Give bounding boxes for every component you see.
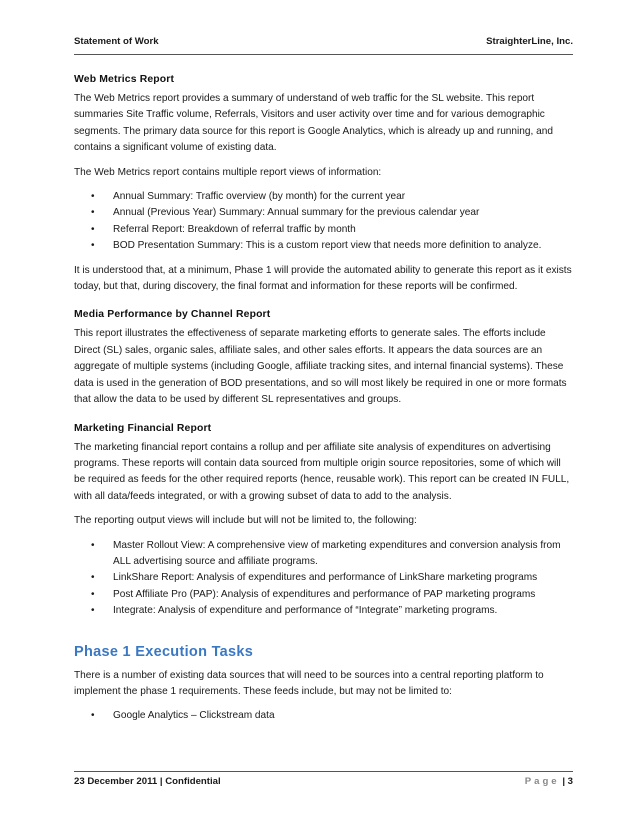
bullet-icon: • <box>91 605 95 617</box>
bullet-icon: • <box>91 207 95 219</box>
footer-date-confidential: 23 December 2011 | Confidential <box>74 776 221 787</box>
footer-divider <box>74 771 573 772</box>
bullet-icon: • <box>91 240 95 252</box>
list-item: • Post Affiliate Pro (PAP): Analysis of expenditures and performance of PAP marketing programs <box>113 587 574 603</box>
header-divider <box>74 54 573 55</box>
bullet-icon: • <box>91 572 95 584</box>
web-metrics-heading: Web Metrics Report <box>74 74 175 85</box>
web-metrics-paragraph-2: The Web Metrics report contains multiple report views of information: <box>74 166 382 178</box>
list-item: • Referral Report: Breakdown of referral traffic by month <box>113 222 574 238</box>
list-item: • Annual (Previous Year) Summary: Annual summary for the previous calendar year <box>113 205 574 221</box>
marketing-financial-paragraph-2: The reporting output views will include but will not be limited to, the following: <box>74 515 417 527</box>
media-performance-paragraph: This report illustrates the effectiveness of separate marketing efforts to generate sales. The efforts include Direct (SL) sales, organic sales, affiliate sales, and other sales efforts. It appears the data sources are an aggregate of multiple systems (including Google, affiliate tracking sites, and internal financial systems). These data is used in the generation of BOD presentations, and so will most likely be required in one or more formats that allow the data to be used by different SL representatives and groups. <box>74 328 567 406</box>
bullet-icon: • <box>91 223 95 235</box>
phase1-bullet-list <box>74 708 574 724</box>
web-metrics-section <box>74 74 574 295</box>
list-item: • Integrate: Analysis of expenditure and performance of “Integrate” marketing programs. <box>113 603 574 619</box>
list-item: • Master Rollout View: A comprehensive view of marketing expenditures and conversion analysis from ALL advertising source and affiliate programs. <box>91 539 561 567</box>
footer-page-number <box>525 776 573 787</box>
list-item: • Google Analytics – Clickstream data <box>113 708 574 724</box>
bullet-icon: • <box>91 539 95 551</box>
list-item: • LinkShare Report: Analysis of expenditures and performance of LinkShare marketing programs <box>113 570 574 586</box>
marketing-financial-bullet-list <box>74 538 574 620</box>
media-performance-heading: Media Performance by Channel Report <box>74 309 271 321</box>
media-performance-section <box>74 309 574 408</box>
marketing-financial-paragraph-1: The marketing financial report contains a rollup and per affiliate site analysis of expenditures on advertising programs. These reports will contain data sourced from multiple origin source repositories, some of which will be required as feeds for the other required reports (hence, reusable work). This report can be created IN FULL, with all data/feeds integrated, or with a growing subset of data to add to the analysis. <box>74 441 570 502</box>
page-header <box>74 36 573 50</box>
page-label: Page <box>524 776 560 787</box>
page-content <box>74 74 574 733</box>
web-metrics-paragraph-1: The Web Metrics report provides a summary of understand of web traffic for the SL website. This report summaries Site Traffic volume, Referrals, Visitors and user activity over time and for various demographic segments. The primary data source for this report is Google Analytics, which is already up and running, and contains a significant volume of existing data. <box>74 93 553 154</box>
phase1-section <box>74 644 574 725</box>
page-number: | 3 <box>562 776 573 787</box>
marketing-financial-heading: Marketing Financial Report <box>74 422 212 434</box>
header-document-title: Statement of Work <box>74 36 159 47</box>
page-footer <box>74 776 573 790</box>
bullet-icon: • <box>91 588 95 600</box>
list-item: • BOD Presentation Summary: This is a custom report view that needs more definition to analyze. <box>113 238 574 254</box>
web-metrics-bullet-list <box>74 189 574 255</box>
web-metrics-paragraph-3: It is understood that, at a minimum, Phase 1 will provide the automated ability to generate this report as it exists today, but that, during discovery, the final format and information for these reports will be confirmed. <box>74 264 572 293</box>
phase1-heading: Phase 1 Execution Tasks <box>74 643 254 660</box>
marketing-financial-section <box>74 423 574 620</box>
list-item: • Annual Summary: Traffic overview (by month) for the current year <box>113 189 574 205</box>
bullet-icon: • <box>91 191 95 203</box>
bullet-icon: • <box>91 710 95 722</box>
phase1-paragraph: There is a number of existing data sources that will need to be sources into a central reporting platform to implement the phase 1 requirements. These feeds include, but may not be limited to: <box>74 669 544 697</box>
header-company-name: StraighterLine, Inc. <box>486 36 573 47</box>
